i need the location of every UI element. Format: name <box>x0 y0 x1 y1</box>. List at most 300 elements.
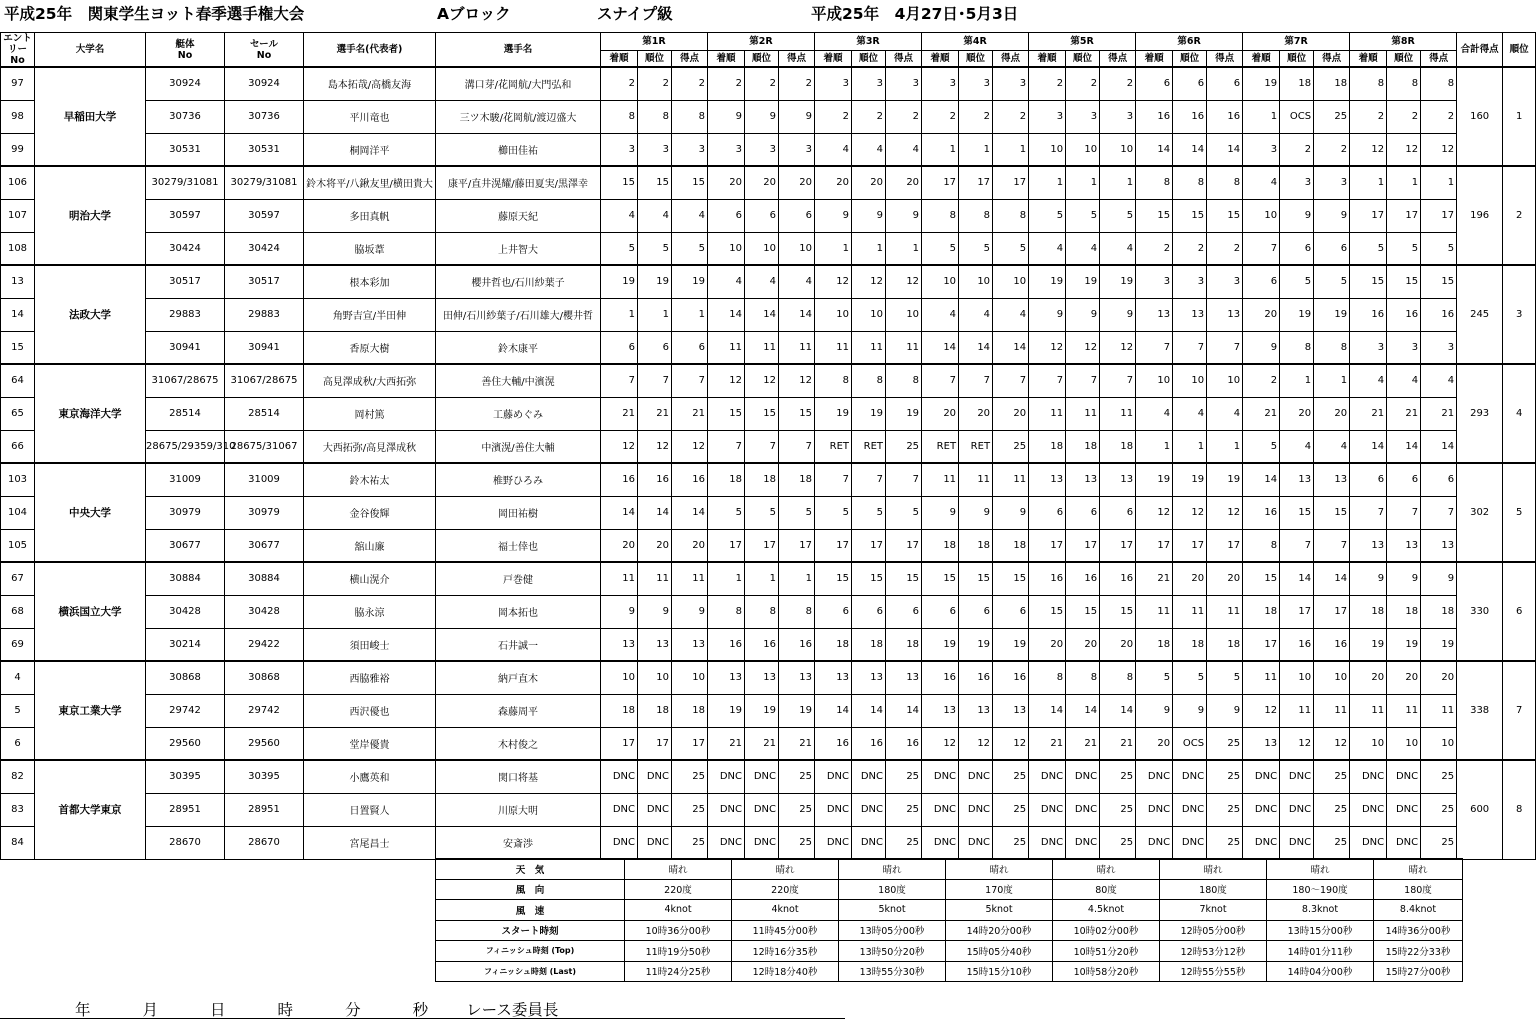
race-points: 14 <box>779 298 815 331</box>
finish-order: 19 <box>1136 463 1173 496</box>
race-points: 25 <box>1207 793 1243 826</box>
race-rank: 4 <box>1387 364 1421 397</box>
col-race-2: 第2R <box>708 33 815 51</box>
entry-no: 64 <box>1 364 35 397</box>
race-points: 9 <box>993 496 1029 529</box>
race-points: 13 <box>993 694 1029 727</box>
race-points: 3 <box>1207 265 1243 298</box>
race-points: 13 <box>672 628 708 661</box>
race-rank: 9 <box>852 199 886 232</box>
sail-no: 30279/31081 <box>225 166 304 199</box>
race-points: 12 <box>886 265 922 298</box>
race-rank: 18 <box>745 463 779 496</box>
race-points: 11 <box>779 331 815 364</box>
col-race-sub: 着順 <box>708 50 745 67</box>
block-label: Aブロック <box>437 5 511 23</box>
race-rank: 4 <box>1066 232 1100 265</box>
race-points: 25 <box>1207 760 1243 793</box>
finish-order: 12 <box>815 265 852 298</box>
finish-order: 17 <box>708 529 745 562</box>
race-points: 5 <box>1100 199 1136 232</box>
finish-order: 7 <box>815 463 852 496</box>
col-race-sub: 順位 <box>1280 50 1314 67</box>
race-rank: DNC <box>1173 793 1207 826</box>
condition-value: 晴れ <box>625 859 732 880</box>
finish-order: 9 <box>1350 562 1387 595</box>
race-points: 14 <box>672 496 708 529</box>
col-race-sub: 得点 <box>1100 50 1136 67</box>
race-points: 12 <box>779 364 815 397</box>
race-points: 12 <box>672 430 708 463</box>
race-points: 17 <box>1314 595 1350 628</box>
finish-order: 7 <box>708 430 745 463</box>
race-rank: 7 <box>638 364 672 397</box>
table-row <box>1 331 1536 364</box>
finish-order: 12 <box>1029 331 1066 364</box>
race-rank: 14 <box>852 694 886 727</box>
race-rank: 11 <box>1173 595 1207 628</box>
total-points: 338 <box>1457 661 1503 760</box>
race-rank: DNC <box>1280 826 1314 859</box>
condition-value: 13時15分00秒 <box>1267 920 1374 941</box>
finish-order: 20 <box>1350 661 1387 694</box>
finish-order: RET <box>922 430 959 463</box>
condition-label: 風 向 <box>436 879 625 900</box>
crew-name: 上井智大 <box>436 232 601 265</box>
race-rank: 19 <box>1280 298 1314 331</box>
race-points: 1 <box>1207 430 1243 463</box>
race-rank: 21 <box>745 727 779 760</box>
race-points: 21 <box>779 727 815 760</box>
sail-no: 30924 <box>225 67 304 100</box>
race-rank: 18 <box>959 529 993 562</box>
race-rank: 2 <box>745 67 779 100</box>
entry-no: 104 <box>1 496 35 529</box>
race-rank: 18 <box>638 694 672 727</box>
race-rank: 1 <box>959 133 993 166</box>
race-points: 25 <box>886 760 922 793</box>
race-rank: 6 <box>959 595 993 628</box>
race-rank: 17 <box>1066 529 1100 562</box>
race-rank: DNC <box>1280 793 1314 826</box>
finish-order: 6 <box>815 595 852 628</box>
race-rank: 11 <box>959 463 993 496</box>
conditions-row <box>436 961 1463 982</box>
finish-order: 9 <box>1243 331 1280 364</box>
finish-order: DNC <box>815 793 852 826</box>
race-rank: 10 <box>745 232 779 265</box>
signature-part: 月 <box>142 1001 159 1019</box>
race-rank: 13 <box>959 694 993 727</box>
finish-order: 17 <box>1243 628 1280 661</box>
race-points: 8 <box>1100 661 1136 694</box>
race-points: 14 <box>886 694 922 727</box>
race-rank: 3 <box>1387 331 1421 364</box>
crew-name: 石井誠一 <box>436 628 601 661</box>
finish-order: 10 <box>815 298 852 331</box>
col-race-sub: 順位 <box>745 50 779 67</box>
finish-order: 10 <box>1136 364 1173 397</box>
finish-order: 7 <box>601 364 638 397</box>
finish-order: 10 <box>1243 199 1280 232</box>
condition-value: 8.4knot <box>1374 900 1463 921</box>
col-hull-no: 艇体 No <box>146 33 225 68</box>
race-rank: 3 <box>1280 166 1314 199</box>
race-points: 20 <box>1421 661 1457 694</box>
entry-no: 107 <box>1 199 35 232</box>
finish-order: 14 <box>922 331 959 364</box>
race-points: 18 <box>1314 67 1350 100</box>
race-points: 16 <box>672 463 708 496</box>
race-points: 25 <box>1100 760 1136 793</box>
finish-order: 14 <box>1243 463 1280 496</box>
finish-order: 19 <box>708 694 745 727</box>
col-race-sub: 得点 <box>1421 50 1457 67</box>
crew-name: 木村俊之 <box>436 727 601 760</box>
race-points: 16 <box>886 727 922 760</box>
finish-order: 6 <box>1136 67 1173 100</box>
skipper-name: 金谷俊輝 <box>304 496 436 529</box>
table-row <box>1 397 1536 430</box>
finish-order: 2 <box>708 67 745 100</box>
finish-order: 18 <box>708 463 745 496</box>
race-rank: 6 <box>1387 463 1421 496</box>
table-row <box>1 133 1536 166</box>
race-rank: 15 <box>959 562 993 595</box>
hull-no: 31009 <box>146 463 225 496</box>
finish-order: DNC <box>601 793 638 826</box>
race-points: 3 <box>1100 100 1136 133</box>
race-points: 12 <box>1100 331 1136 364</box>
table-row <box>1 430 1536 463</box>
race-points: 25 <box>1207 727 1243 760</box>
col-race-sub: 順位 <box>1387 50 1421 67</box>
header-row <box>1 33 1536 51</box>
col-race-sub: 順位 <box>959 50 993 67</box>
race-rank: 16 <box>1280 628 1314 661</box>
condition-value: 5knot <box>946 900 1053 921</box>
table-row <box>1 496 1536 529</box>
race-points: 11 <box>672 562 708 595</box>
finish-order: 14 <box>815 694 852 727</box>
sail-no: 28675/31067 <box>225 430 304 463</box>
race-rank: 18 <box>1173 628 1207 661</box>
crew-name: 藤原天紀 <box>436 199 601 232</box>
race-rank: 6 <box>852 595 886 628</box>
race-points: 7 <box>993 364 1029 397</box>
race-rank: 12 <box>852 265 886 298</box>
university-name: 法政大学 <box>35 265 146 364</box>
race-rank: 5 <box>638 232 672 265</box>
race-rank: 19 <box>1387 628 1421 661</box>
entry-no: 105 <box>1 529 35 562</box>
results-table <box>0 32 1536 860</box>
race-rank: 12 <box>1066 331 1100 364</box>
hull-no: 28670 <box>146 826 225 859</box>
col-race-sub: 着順 <box>1350 50 1387 67</box>
entry-no: 99 <box>1 133 35 166</box>
overall-rank: 1 <box>1503 67 1536 166</box>
finish-order: 1 <box>708 562 745 595</box>
race-points: 2 <box>1207 232 1243 265</box>
finish-order: 2 <box>815 100 852 133</box>
race-rank: 9 <box>1280 199 1314 232</box>
race-rank: DNC <box>745 826 779 859</box>
finish-order: 8 <box>1243 529 1280 562</box>
col-crew: 選手名 <box>436 33 601 68</box>
condition-value: 14時01分11秒 <box>1267 941 1374 962</box>
race-rank: 6 <box>1280 232 1314 265</box>
race-rank: 15 <box>1387 265 1421 298</box>
finish-order: 16 <box>1350 298 1387 331</box>
race-points: 20 <box>993 397 1029 430</box>
finish-order: 3 <box>815 67 852 100</box>
race-rank: 17 <box>638 727 672 760</box>
condition-value: 4knot <box>625 900 732 921</box>
finish-order: DNC <box>1136 793 1173 826</box>
finish-order: DNC <box>815 826 852 859</box>
race-rank: 11 <box>1280 694 1314 727</box>
race-points: 18 <box>779 463 815 496</box>
finish-order: 16 <box>708 628 745 661</box>
race-points: 16 <box>1421 298 1457 331</box>
race-points: 25 <box>886 793 922 826</box>
race-rank: 17 <box>745 529 779 562</box>
finish-order: DNC <box>1243 793 1280 826</box>
entry-no: 68 <box>1 595 35 628</box>
skipper-name: 岡村篤 <box>304 397 436 430</box>
hull-no: 30517 <box>146 265 225 298</box>
race-rank: 16 <box>745 628 779 661</box>
table-row <box>1 628 1536 661</box>
crew-name: 川原大明 <box>436 793 601 826</box>
finish-order: DNC <box>1350 826 1387 859</box>
race-points: 16 <box>993 661 1029 694</box>
race-points: 1 <box>1421 166 1457 199</box>
finish-order: 3 <box>1029 100 1066 133</box>
race-points: 2 <box>1314 133 1350 166</box>
skipper-name: 西沢優也 <box>304 694 436 727</box>
finish-order: 7 <box>922 364 959 397</box>
finish-order: 4 <box>1136 397 1173 430</box>
race-points: 6 <box>886 595 922 628</box>
race-rank: 7 <box>1280 529 1314 562</box>
race-rank: 3 <box>959 67 993 100</box>
race-rank: OCS <box>1280 100 1314 133</box>
race-points: 11 <box>1100 397 1136 430</box>
race-points: 25 <box>886 826 922 859</box>
race-rank: 17 <box>1173 529 1207 562</box>
hull-no: 30279/31081 <box>146 166 225 199</box>
race-points: 25 <box>1100 793 1136 826</box>
race-rank: 15 <box>1066 595 1100 628</box>
race-points: 12 <box>1421 133 1457 166</box>
finish-order: 18 <box>1136 628 1173 661</box>
signature-part: 分 <box>345 1001 361 1019</box>
col-race-5: 第5R <box>1029 33 1136 51</box>
sail-no: 31009 <box>225 463 304 496</box>
race-rank: 3 <box>1173 265 1207 298</box>
race-points: 5 <box>672 232 708 265</box>
race-points: 4 <box>886 133 922 166</box>
race-rank: 1 <box>1387 166 1421 199</box>
race-points: 11 <box>1421 694 1457 727</box>
skipper-name: 角野吉宣/半田伸 <box>304 298 436 331</box>
signature-part: 時 <box>277 1001 294 1019</box>
race-points: 2 <box>779 67 815 100</box>
race-points: 9 <box>886 199 922 232</box>
race-points: 5 <box>1421 232 1457 265</box>
finish-order: 12 <box>1136 496 1173 529</box>
race-points: 10 <box>886 298 922 331</box>
race-points: 10 <box>993 265 1029 298</box>
race-points: 7 <box>1314 529 1350 562</box>
race-points: 14 <box>1314 562 1350 595</box>
finish-order: 8 <box>815 364 852 397</box>
entry-no: 69 <box>1 628 35 661</box>
overall-rank: 8 <box>1503 760 1536 859</box>
race-points: 7 <box>1207 331 1243 364</box>
col-entry-no: エントリー No <box>1 33 35 68</box>
finish-order: DNC <box>815 760 852 793</box>
overall-rank: 4 <box>1503 364 1536 463</box>
race-points: 18 <box>993 529 1029 562</box>
race-rank: 2 <box>1387 100 1421 133</box>
finish-order: 6 <box>601 331 638 364</box>
race-rank: 16 <box>1387 298 1421 331</box>
race-rank: 14 <box>1280 562 1314 595</box>
col-race-sub: 順位 <box>852 50 886 67</box>
race-rank: 13 <box>852 661 886 694</box>
finish-order: 9 <box>1136 694 1173 727</box>
race-rank: RET <box>959 430 993 463</box>
condition-value: 11時19分50秒 <box>625 941 732 962</box>
crew-name: 森藤周平 <box>436 694 601 727</box>
race-rank: 16 <box>638 463 672 496</box>
race-points: 13 <box>1100 463 1136 496</box>
race-rank: 2 <box>852 100 886 133</box>
condition-value: 220度 <box>732 879 839 900</box>
finish-order: 13 <box>815 661 852 694</box>
race-rank: 5 <box>1066 199 1100 232</box>
skipper-name: 香原大樹 <box>304 331 436 364</box>
skipper-name: 脇永涼 <box>304 595 436 628</box>
race-rank: 3 <box>1066 100 1100 133</box>
sail-no: 29742 <box>225 694 304 727</box>
hull-no: 30395 <box>146 760 225 793</box>
col-skipper: 選手名(代表者) <box>304 33 436 68</box>
race-rank: 5 <box>745 496 779 529</box>
finish-order: 12 <box>1350 133 1387 166</box>
finish-order: 1 <box>922 133 959 166</box>
condition-value: 180～190度 <box>1267 879 1374 900</box>
race-points: 25 <box>993 760 1029 793</box>
race-rank: 21 <box>1066 727 1100 760</box>
race-rank: 1 <box>852 232 886 265</box>
entry-no: 106 <box>1 166 35 199</box>
race-rank: DNC <box>1173 826 1207 859</box>
race-rank: 2 <box>1280 133 1314 166</box>
race-rank: 4 <box>745 265 779 298</box>
finish-order: 16 <box>601 463 638 496</box>
race-rank: 4 <box>1280 430 1314 463</box>
race-points: 10 <box>779 232 815 265</box>
signature-line <box>75 998 558 1020</box>
sail-no: 29560 <box>225 727 304 760</box>
finish-order: 18 <box>815 628 852 661</box>
race-rank: 14 <box>638 496 672 529</box>
finish-order: 4 <box>815 133 852 166</box>
race-points: 15 <box>1421 265 1457 298</box>
race-points: 25 <box>1207 826 1243 859</box>
finish-order: 5 <box>1029 199 1066 232</box>
race-rank: RET <box>852 430 886 463</box>
sail-no: 29883 <box>225 298 304 331</box>
finish-order: 17 <box>1029 529 1066 562</box>
finish-order: DNC <box>601 826 638 859</box>
finish-order: 3 <box>1136 265 1173 298</box>
race-points: 16 <box>1207 100 1243 133</box>
sail-no: 30517 <box>225 265 304 298</box>
finish-order: 13 <box>1029 463 1066 496</box>
entry-no: 103 <box>1 463 35 496</box>
crew-name: 康平/直井滉耀/藤田夏実/黒澤幸 <box>436 166 601 199</box>
race-rank: 19 <box>1066 265 1100 298</box>
race-rank: 14 <box>959 331 993 364</box>
sail-no: 28514 <box>225 397 304 430</box>
condition-value: 10時36分00秒 <box>625 920 732 941</box>
race-points: 6 <box>672 331 708 364</box>
finish-order: 14 <box>1029 694 1066 727</box>
crew-name: 田伸/石川紗葉子/石川雄大/櫻井哲 <box>436 298 601 331</box>
race-points: 10 <box>672 661 708 694</box>
entry-no: 84 <box>1 826 35 859</box>
finish-order: 10 <box>601 661 638 694</box>
race-rank: DNC <box>1387 760 1421 793</box>
crew-name: 櫻井哲也/石川紗葉子 <box>436 265 601 298</box>
signature-part: 日 <box>210 1001 226 1019</box>
race-rank: 20 <box>959 397 993 430</box>
sail-no: 30941 <box>225 331 304 364</box>
university-name: 早稲田大学 <box>35 67 146 166</box>
race-rank: 19 <box>1173 463 1207 496</box>
race-rank: 15 <box>638 166 672 199</box>
entry-no: 67 <box>1 562 35 595</box>
race-points: 11 <box>1207 595 1243 628</box>
col-race-7: 第7R <box>1243 33 1350 51</box>
crew-name: 中濱滉/善住大輔 <box>436 430 601 463</box>
skipper-name: 舘山廉 <box>304 529 436 562</box>
race-points: 2 <box>993 100 1029 133</box>
table-row <box>1 232 1536 265</box>
finish-order: 13 <box>922 694 959 727</box>
race-points: 9 <box>1207 694 1243 727</box>
race-points: 20 <box>1207 562 1243 595</box>
finish-order: 18 <box>601 694 638 727</box>
race-points: 3 <box>672 133 708 166</box>
finish-order: 13 <box>1350 529 1387 562</box>
entry-no: 108 <box>1 232 35 265</box>
race-points: 5 <box>1314 265 1350 298</box>
race-points: 17 <box>993 166 1029 199</box>
sail-no: 28670 <box>225 826 304 859</box>
crew-name: 岡田祐樹 <box>436 496 601 529</box>
finish-order: 4 <box>1243 166 1280 199</box>
race-points: 15 <box>672 166 708 199</box>
race-rank: 20 <box>745 166 779 199</box>
skipper-name: 鈴木祐太 <box>304 463 436 496</box>
finish-order: 1 <box>815 232 852 265</box>
